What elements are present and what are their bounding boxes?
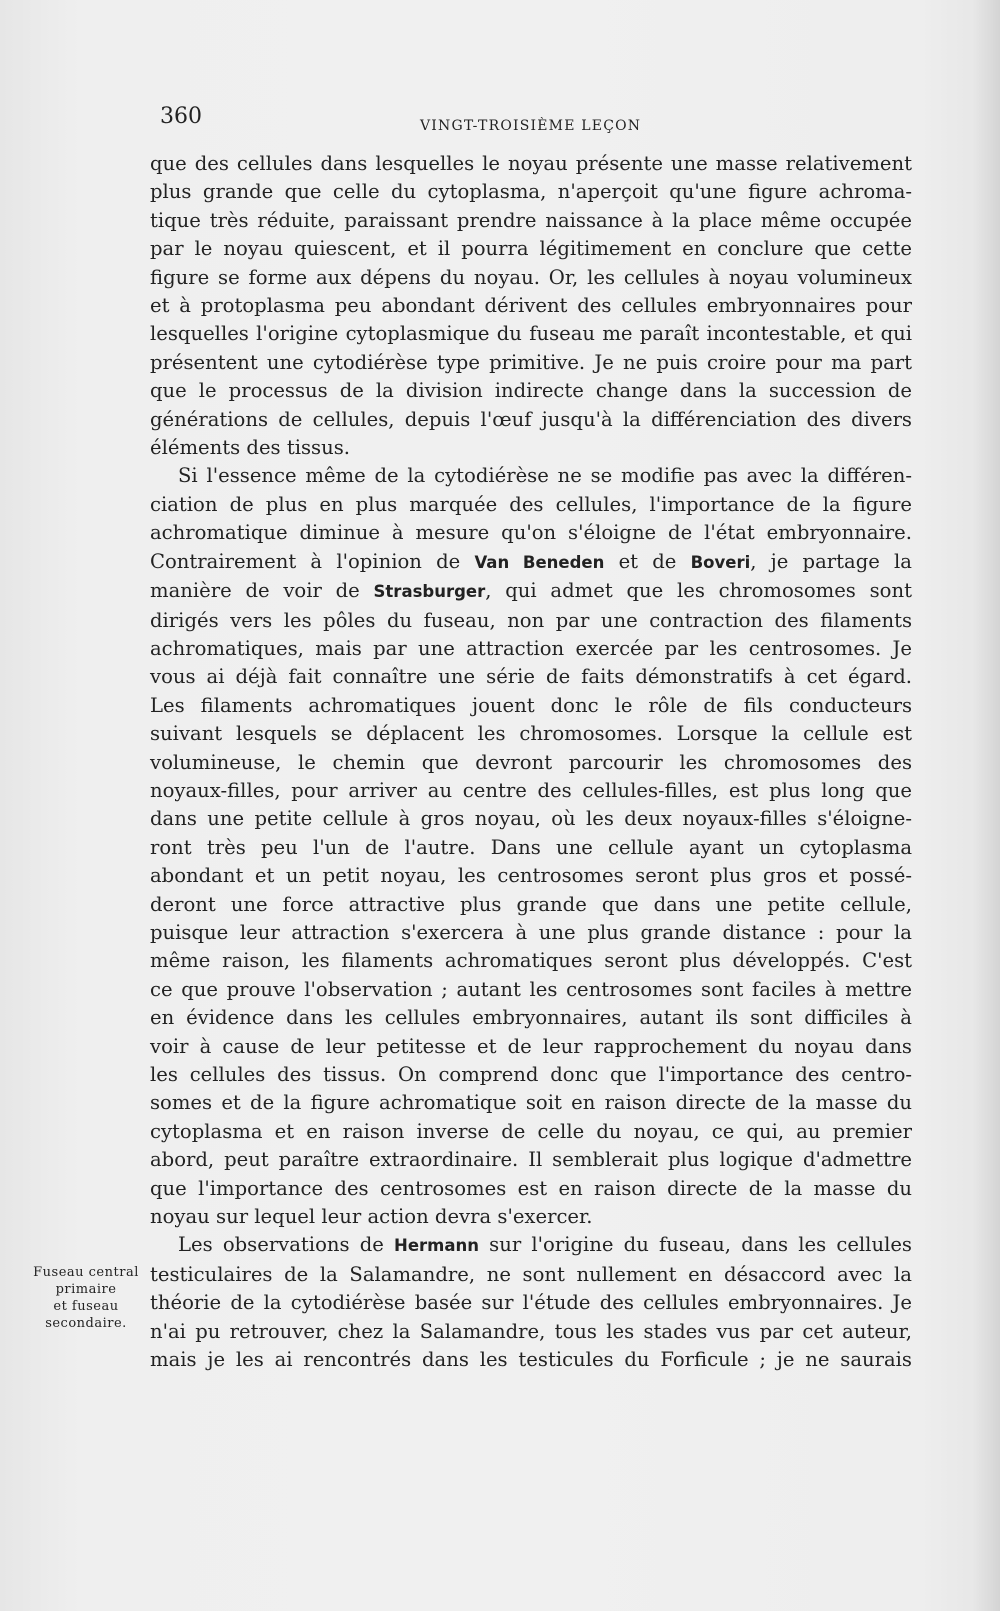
text-line: noyau sur lequel leur action devra s'exercer. [150, 1205, 593, 1229]
text-line: plus grande que celle du cytoplasma, n'aperçoit qu'une figure achroma- [150, 180, 912, 204]
text-line: abondant et un petit noyau, les centrosomes seront plus gros et possé- [150, 864, 912, 888]
text-line: dans une petite cellule à gros noyau, où les deux noyaux-filles s'éloigne- [150, 807, 912, 831]
text-line: mais je les ai rencontrés dans les testicules du Forficule ; je ne saurais [150, 1348, 912, 1372]
text-line: n'ai pu retrouver, chez la Salamandre, tous les stades vus par cet auteur, [150, 1319, 912, 1343]
author-name: Van Beneden [474, 552, 605, 572]
text-line: volumineuse, le chemin que devront parcourir les chromosomes des [150, 750, 912, 774]
text-line: éléments des tissus. [150, 436, 350, 460]
text-line: en évidence dans les cellules embryonnaires, autant ils sont difficiles à [150, 1006, 912, 1030]
margin-note [30, 1264, 142, 1332]
text-run: Les observations de [178, 1233, 395, 1257]
text-line: suivant lesquels se déplacent les chromosomes. Lorsque la cellule est [150, 722, 912, 746]
text-line: ront très peu l'un de l'autre. Dans une cellule ayant un cytoplasma [150, 835, 912, 859]
text-run: , je partage la [750, 549, 912, 573]
author-name: Hermann [394, 1236, 479, 1256]
text-line [150, 548, 912, 577]
text-line: voir à cause de leur petitesse et de leur rapprochement du noyau dans [150, 1034, 912, 1058]
text-line: noyaux-filles, pour arriver au centre des cellules-filles, est plus long que [150, 778, 912, 802]
text-run: Contrairement à l'opinion de [150, 549, 475, 573]
text-line: lesquelles l'origine cytoplasmique du fuseau me paraît incontestable, et qui [150, 322, 912, 346]
text-line: que l'importance des centrosomes est en raison directe de la masse du [150, 1176, 912, 1200]
text-line [150, 577, 912, 606]
paragraph-2 [150, 462, 912, 1231]
text-line: ce que prouve l'observation ; autant les centrosomes sont faciles à mettre [150, 977, 912, 1001]
text-run: sur l'origine du fuseau, dans les cellules [479, 1233, 912, 1257]
text-line: cytoplasma et en raison inverse de celle du noyau, ce qui, au premier [150, 1119, 912, 1143]
text-line: théorie de la cytodiérèse basée sur l'étude des cellules embryonnaires. Je [150, 1291, 912, 1315]
text-run: , qui admet que les chromosomes sont [485, 579, 912, 603]
paragraph-3 [150, 1231, 912, 1374]
text-line: puisque leur attraction s'exercera à une plus grande distance : pour la [150, 920, 912, 944]
text-line: générations de cellules, depuis l'œuf jusqu'à la différenciation des divers [150, 407, 912, 431]
text-line: et à protoplasma peu abondant dérivent des cellules embryonnaires pour [150, 294, 912, 318]
text-run: manière de voir de [150, 579, 374, 603]
text-line: que le processus de la division indirecte change dans la succession de [150, 379, 912, 403]
page-gutter [972, 0, 1000, 1611]
text-line: par le noyau quiescent, et il pourra légitimement en conclure que cette [150, 237, 912, 261]
page-number: 360 [160, 104, 202, 129]
body-text [150, 150, 912, 1374]
page-header [160, 104, 900, 134]
text-line: achromatique diminue à mesure qu'on s'éloigne de l'état embryonnaire. [150, 521, 912, 545]
text-line: dirigés vers les pôles du fuseau, non par une contraction des filaments [150, 608, 912, 632]
text-line: tique très réduite, paraissant prendre naissance à la place même occupée [150, 208, 912, 232]
text-line: achromatiques, mais par une attraction exercée par les centrosomes. Je [150, 636, 912, 660]
author-name: Boveri [690, 552, 751, 572]
text-line: somes et de la figure achromatique soit en raison directe de la masse du [150, 1091, 912, 1115]
margin-note-line: primaire [55, 1282, 117, 1297]
text-line: ciation de plus en plus marquée des cellules, l'importance de la figure [150, 492, 912, 516]
text-line: que des cellules dans lesquelles le noyau présente une masse relativement [150, 152, 912, 175]
text-line: figure se forme aux dépens du noyau. Or, les cellules à noyau volumineux [150, 265, 912, 289]
author-name: Strasburger [373, 582, 486, 602]
text-line: présentent une cytodiérèse type primitive. Je ne puis croire pour ma part [150, 350, 912, 374]
running-head: VINGT-TROISIÈME LEÇON [420, 118, 642, 134]
text-line [150, 1231, 912, 1260]
text-line: Les filaments achromatiques jouent donc le rôle de fils conducteurs [150, 693, 912, 717]
text-line: Si l'essence même de la cytodiérèse ne se modifie pas avec la différen- [178, 464, 912, 488]
paragraph-1 [150, 150, 912, 462]
text-line: testiculaires de la Salamandre, ne sont nullement en désaccord avec la [150, 1262, 912, 1286]
text-run: et de [604, 549, 691, 573]
text-line: deront une force attractive plus grande que dans une petite cellule, [150, 892, 912, 916]
margin-note-line: et fuseau [53, 1299, 119, 1314]
margin-note-line: Fuseau central [33, 1265, 139, 1280]
text-line: même raison, les filaments achromatiques seront plus développés. C'est [150, 949, 912, 973]
margin-note-line: secondaire. [45, 1316, 127, 1331]
text-line: vous ai déjà fait connaître une série de faits démonstratifs à cet égard. [150, 665, 912, 689]
text-line: abord, peut paraître extraordinaire. Il semblerait plus logique d'admettre [150, 1148, 912, 1172]
text-line: les cellules des tissus. On comprend donc que l'importance des centro- [150, 1063, 912, 1086]
